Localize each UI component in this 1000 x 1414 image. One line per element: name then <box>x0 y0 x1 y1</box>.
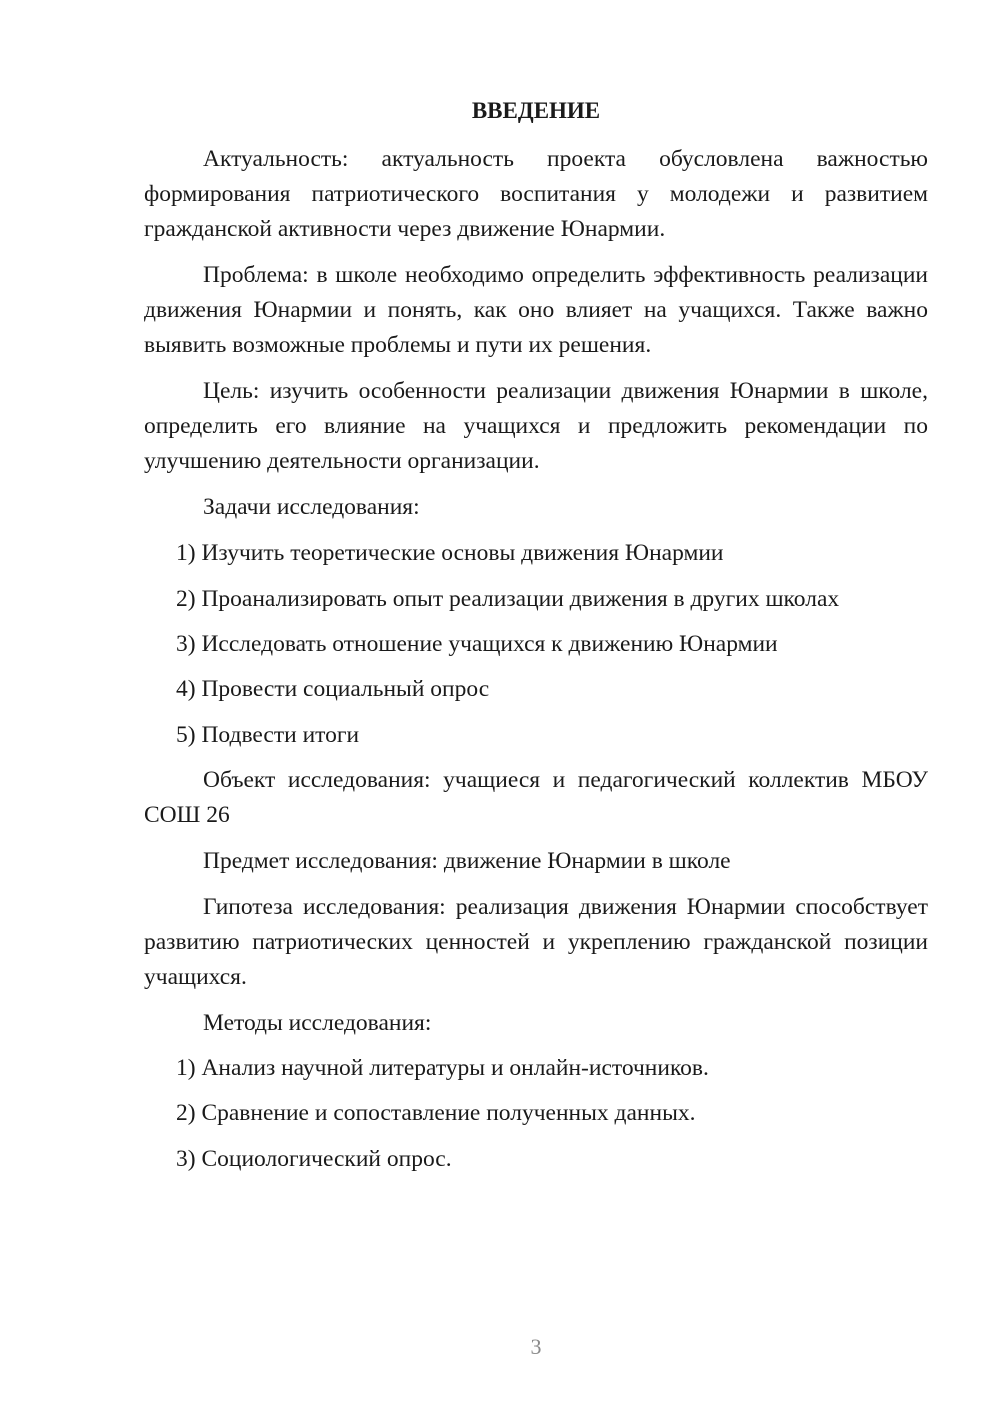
methods-title: Методы исследования: <box>203 1010 432 1036</box>
list-item: 3) Исследовать отношение учащихся к движению Юнармии <box>176 631 778 657</box>
list-item: 1) Анализ научной литературы и онлайн-источников. <box>176 1055 709 1081</box>
list-item: 2) Проанализировать опыт реализации движения в других школах <box>176 586 840 612</box>
page-number: 3 <box>530 1334 542 1359</box>
tasks-title: Задачи исследования: <box>203 494 420 520</box>
paragraph-relevance: Актуальность: актуальность проекта обусловлена важностью формирования патриотического воспитания у молодежи и развитием гражданской активности через движение Юнармии. <box>144 146 928 242</box>
list-item: 1) Изучить теоретические основы движения Юнармии <box>176 540 724 566</box>
list-item: 3) Социологический опрос. <box>176 1146 452 1172</box>
list-item: 4) Провести социальный опрос <box>176 676 490 702</box>
paragraph-subject: Предмет исследования: движение Юнармии в школе <box>203 848 731 874</box>
list-item: 2) Сравнение и сопоставление полученных данных. <box>176 1100 696 1126</box>
list-item: 5) Подвести итоги <box>176 722 360 748</box>
section-heading: ВВЕДЕНИЕ <box>471 98 601 123</box>
paragraph-goal: Цель: изучить особенности реализации движения Юнармии в школе, определить его влияние на учащихся и предложить рекомендации по улучшению деятельности организации. <box>144 378 928 474</box>
paragraph-object: Объект исследования: учащиеся и педагогический коллектив МБОУ СОШ 26 <box>144 767 928 828</box>
paragraph-problem: Проблема: в школе необходимо определить эффективность реализации движения Юнармии и понять, как оно влияет на учащихся. Также важно выявить возможные проблемы и пути их решения. <box>144 262 928 358</box>
document-page <box>144 0 928 1414</box>
paragraph-hypothesis: Гипотеза исследования: реализация движения Юнармии способствует развитию патриотических ценностей и укреплению гражданской позиции учащихся. <box>144 894 928 990</box>
